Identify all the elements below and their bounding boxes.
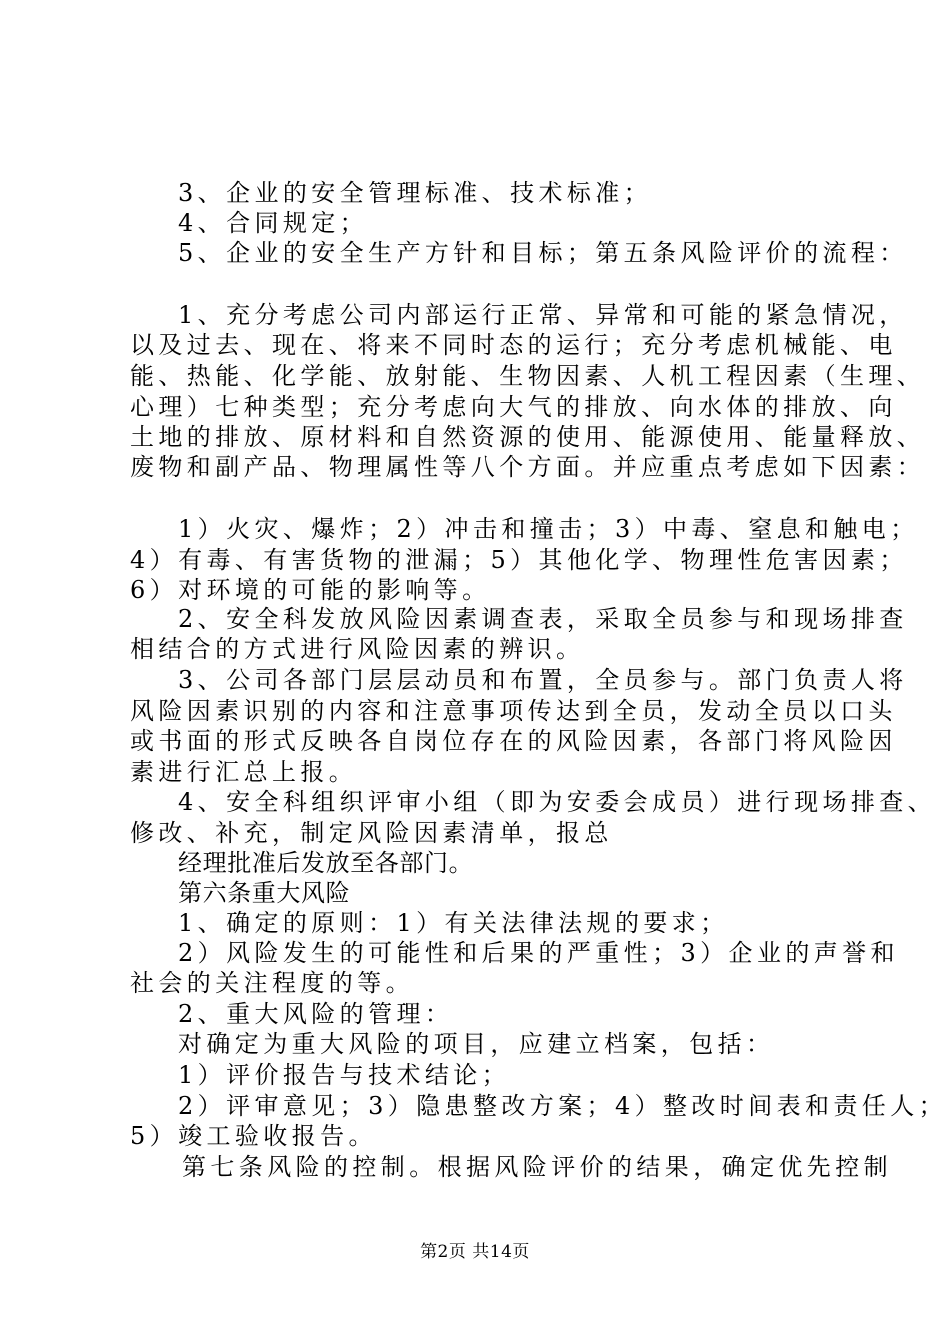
- text-line: 废物和副产品、物理属性等八个方面。并应重点考虑如下因素：: [130, 453, 926, 481]
- text-line: 素进行汇总上报。: [130, 758, 358, 786]
- text-line: 1、确定的原则：1）有关法律法规的要求；: [178, 909, 729, 937]
- page-number-footer: 第2页 共14页: [420, 1242, 530, 1262]
- text-line: 第七条风险的控制。根据风险评价的结果，确定优先控制: [182, 1153, 892, 1181]
- text-line: 5）竣工验收报告。: [130, 1122, 377, 1150]
- text-line: 经理批准后发放至各部门。: [178, 849, 474, 877]
- text-line: 风险因素识别的内容和注意事项传达到全员，发动全员以口头: [130, 697, 897, 725]
- text-line: 2、安全科发放风险因素调查表，采取全员参与和现场排查: [178, 605, 908, 633]
- text-line: 修改、补充，制定风险因素清单，报总: [130, 819, 613, 847]
- text-line: 5、企业的安全生产方针和目标；第五条风险评价的流程：: [178, 239, 908, 267]
- text-line: 2）评审意见；3）隐患整改方案；4）整改时间表和责任人；: [178, 1092, 948, 1120]
- text-line: 4、安全科组织评审小组（即为安委会成员）进行现场排查、: [178, 788, 937, 816]
- text-line: 或书面的形式反映各自岗位存在的风险因素，各部门将风险因: [130, 727, 897, 755]
- text-line: 心理）七种类型；充分考虑向大气的排放、向水体的排放、向: [130, 393, 897, 421]
- text-line: 能、热能、化学能、放射能、生物因素、人机工程因素（生理、: [130, 362, 926, 390]
- text-line: 3、企业的安全管理标准、技术标准；: [178, 179, 653, 207]
- text-line: 2、重大风险的管理：: [178, 1000, 454, 1028]
- text-line: 4）有毒、有害货物的泄漏；5）其他化学、物理性危害因素；: [130, 546, 908, 574]
- text-line: 相结合的方式进行风险因素的辨识。: [130, 635, 585, 663]
- text-line: 土地的排放、原材料和自然资源的使用、能源使用、能量释放、: [130, 423, 926, 451]
- text-line: 1）火灾、爆炸；2）冲击和撞击；3）中毒、窒息和触电；: [178, 515, 919, 543]
- text-line: 对确定为重大风险的项目，应建立档案，包括：: [178, 1030, 775, 1058]
- text-line: 1）评价报告与技术结论；: [178, 1061, 511, 1089]
- text-line: 社会的关注程度的等。: [130, 969, 414, 997]
- text-line: 6）对环境的可能的影响等。: [130, 576, 491, 604]
- section-heading: 第六条重大风险: [178, 879, 351, 907]
- text-line: 4、合同规定；: [178, 209, 369, 237]
- text-line: 2）风险发生的可能性和后果的严重性；3）企业的声誉和: [178, 939, 899, 967]
- text-line: 以及过去、现在、将来不同时态的运行；充分考虑机械能、电: [130, 331, 897, 359]
- text-line: 1、充分考虑公司内部运行正常、异常和可能的紧急情况，: [178, 301, 908, 329]
- text-line: 3、公司各部门层层动员和布置，全员参与。部门负责人将: [178, 666, 908, 694]
